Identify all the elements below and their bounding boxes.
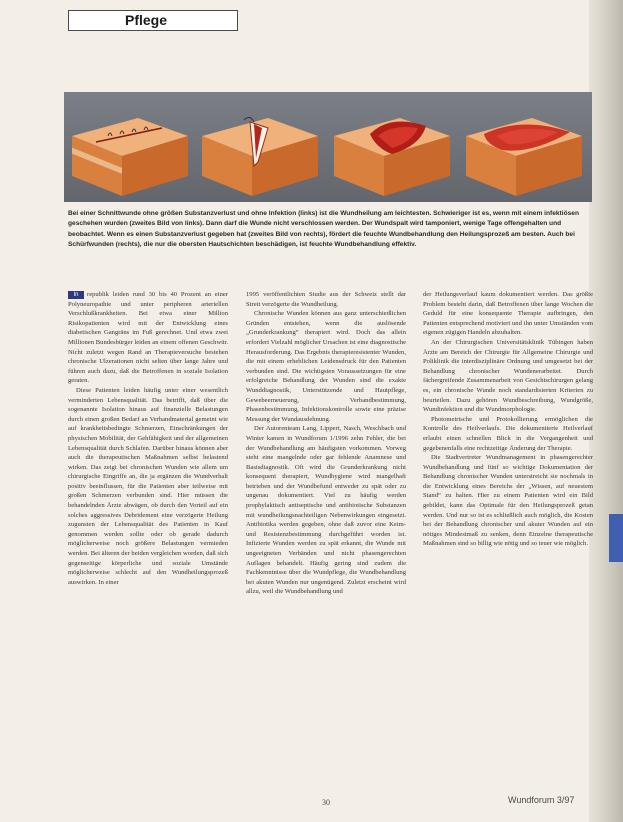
- figure-caption: Bei einer Schnittwunde ohne größen Substanzverlust und ohne Infektion (links) ist die Wundheilung am leichtesten. Schwieriger ist es, wenn mit einem infektiösen geschehen wurden (zweites Bild von links). Dann darf die Wunde nicht verschlossen werden. Der Wundspalt wird tamponiert, wenige Tage offengehalten und beobachtet. Wenn es einen Substanzverlust gegeben hat (zweites Bild von rechts), fördert die feuchte Wundbehandlung den Heilungsprozeß am besten. Auch bei Schürfwunden (rechts), die nur die obersten Hautschichten beschädigen, ist feuchte Wundbehandlung effektiv.: [68, 210, 579, 249]
- paragraph-text: republik leiden rund 30 bis 40 Prozent an einer Polyneuropathie und unter peripheren arteriellen Verschlußkrankheiten. Bei etwa einer Million Risikopatienten wird mit der Entwicklung eines diabetischen Gangräns im Fuß gerechnet. Und etwa zwei Millionen Bundesbürger leiden an einem offenen Geschwür. Nicht zuletzt wegen Rand an Therapieversuche bestehen chronische Ulzerationen nicht selten über lange Jahre und führen auch dazu, daß die Betroffenen in soziale Isolation geraten.: [68, 291, 228, 385]
- paragraph: der Heilungsverlauf kaum dokumentiert werden. Das größte Problem besteht darin, daß Betroffenen über lange Wochen die Geduld für eine konsequente Therapie aufbringen, den Patienten entsprechend motiviert und ihn unter Umständen vom eigenen zügigen Handeln abzuhalten.: [423, 291, 593, 337]
- skin-block-abrasion-illustration: [462, 96, 586, 200]
- paragraph: Chronische Wunden können aus ganz unterschiedlichen Gründen entstehen, wenn die auslösende „Grunderkrankung“ therapiert wird. Doch das allein erfordert Vielzahl möglicher Ursachen ist eine diagnostische Herausforderung. Das Ergebnis therapieresistenter Wunden, die mit einem erheblichen Leidensdruck für den Patienten verbunden sind. Die wichtigsten Voraussetzungen für eine erfolgreiche Behandlung der Wunden sind die exakte Wunddiagnostik, Unterstützende und Hautpflege, Gewebeerneuerung, Verbandbestimmung, Phasenbestimmung, Infektionskontrolle sowie eine präzise Messung der Wundausdehnung.: [246, 310, 406, 423]
- wound-panel-incision: [68, 96, 192, 200]
- skin-block-incision-illustration: [68, 96, 192, 200]
- skin-block-infected-illustration: [198, 96, 322, 200]
- paragraph: 1995 veröffentlichten Studie aus der Schweiz stellt dar Streit verzögerte die Wundheilung.: [246, 291, 406, 308]
- wound-panel-infected: [198, 96, 322, 200]
- paragraph: Diese Patienten leiden häufig unter einer wesentlich verminderten Lebensqualität. Das betrifft, daß über die sogenannte Isolation hinaus auf finanzielle Belastungen durch einen großen Bedarf an Verbandmaterial gemeint wie auf krankheitsbedingte Schmerzen, Einschränkungen der physischen Mobilität, der Gehfähigkeit und der allgemeinen Lebensqualität durch Schlafen. Darüber hinaus können aber auch die therapeutischen Maßnahmen selbst belastend wirken. Das zeigt bei chronischen Wunden wie allem um chirurgische Eingriffe an, die ja ergänzen die Wundverhalt positiv beeinflussen, für die Patienten aber teilweise mit großen Schmerzen verbunden sind. Hier müssen die behandelnden Ärzte abwägen, ob durch den Vorteil auf ein solches aggressives Debridement eine verzögerte Heilung zugunsten der Lebensqualität des Patienten in Kauf genommen werden sollte oder ob gerade dadurch möglicherweise noch größere Belastungen vermieden werden. Bei älteren der beiden vergleichen worden, daß sich gegenseitige körperliche und soziale Umstände möglicherweise schlecht auf den Wundheilungsprozeß auswirken. In einer: [68, 386, 228, 586]
- section-title: Pflege: [125, 12, 168, 28]
- article-column-2: [246, 290, 406, 740]
- paragraph: Der Autorenteam Lang, Lippert, Nasch, Weschbach und Winter kamen in Wundforum 1/1996 zehn Fehler, die bei der Wundbehandlung am häufigsten vorkommen. Vorweg steht eine mangelnde oder gar fehlende Anamnese und Basisdiagnostik. Oft wird die Grunderkrankung nicht konsequent therapiert, Wundhygiene wird mangelhaft betrieben und der Wundbefund entweder zu spät oder zu ungenau dokumentiert. Viel zu häufig werden prophylaktisch antiseptische und antibiotische Substanzen mit wundheilungsnachteiligen Nebenwirkungen eingesetzt. Antibiotika werden gegeben, ohne daß zuvor eine Keim- und Resistenzbestimmung durchgeführt worden ist. Infizierte Wunden werden zu spät erkannt, die Wunde mit ungeeigneten Verbänden und nicht phasengerechten Auflagen behandelt. Häufig gering sind zudem die Fachkenntnisse über die Wundpflege, die Wundbehandlung bei akuten Wunden nur ungenügend. Zuletzt erscheint wird allzu, weil die Wundbehandlung und: [246, 425, 406, 596]
- paragraph: Die Stadtvertreter Wundmanagement in phasengerechter Wundbehandlung und fünf so wichtige Dokumentation der Behandlung chronischer Wunden unterstreicht sie nochmals in die Entwicklung eines Bereichs der „Wissen, auf neuestem Stand“ zu halten. Hier zu einem Patienten wird ein Bild gebildet, kann das Optimale für den Heilungsprozeß getan werden. Und nur so ist es schließlich auch möglich, die Kosten bei der Behandlung chronischer und akuter Wunden auf ein nötiges Mindestmaß zu senken, denn Einzelne therapeutische Maßnahmen sind so billig wie nötig und so teuer wie möglich.: [423, 454, 593, 548]
- page-spine-shadow: [589, 0, 623, 822]
- section-header: [68, 10, 238, 31]
- wound-panel-tissue-loss: [330, 96, 454, 200]
- paragraph: [68, 290, 228, 386]
- skin-block-tissue-loss-illustration: [330, 96, 454, 200]
- article-column-3: [423, 290, 593, 740]
- page-number: 30: [322, 798, 330, 807]
- article-column-1: [68, 290, 228, 740]
- section-initial-marker: In: [68, 291, 84, 299]
- wound-panel-abrasion: [462, 96, 586, 200]
- magazine-issue: Wundforum 3/97: [508, 795, 575, 805]
- paragraph: Photometrische und Protokollierung ermöglichen die Kontrolle des Heilverlaufs. Die dokumentierte Heilverlauf erlaubt einen schnellen Blick in die Vergangenheit und gegebenenfalls eine rechtzeitige Änderung der Therapie.: [423, 415, 593, 452]
- color-tab-marker: [609, 514, 623, 562]
- paragraph: An der Chirurgischen Universitätsklinik Tübingen haben Ärzte am Bereich der Chirurgie für Allgemeine Chirurgie und Poliklinik die interdisziplinäre Ordnung und umgesetzt bei der Behandlung chronischer Wundenerarbeitet. Durch fächergreifende Zusammenarbeit von Gesichtschirurgen gelang es, ein chronische Wunde noch standardisierten Kriterien zu beurteilen. Dazu gehören Wundbeschreibung, Wundgröße, Wundinfektion und die Wundmorphologie.: [423, 338, 593, 414]
